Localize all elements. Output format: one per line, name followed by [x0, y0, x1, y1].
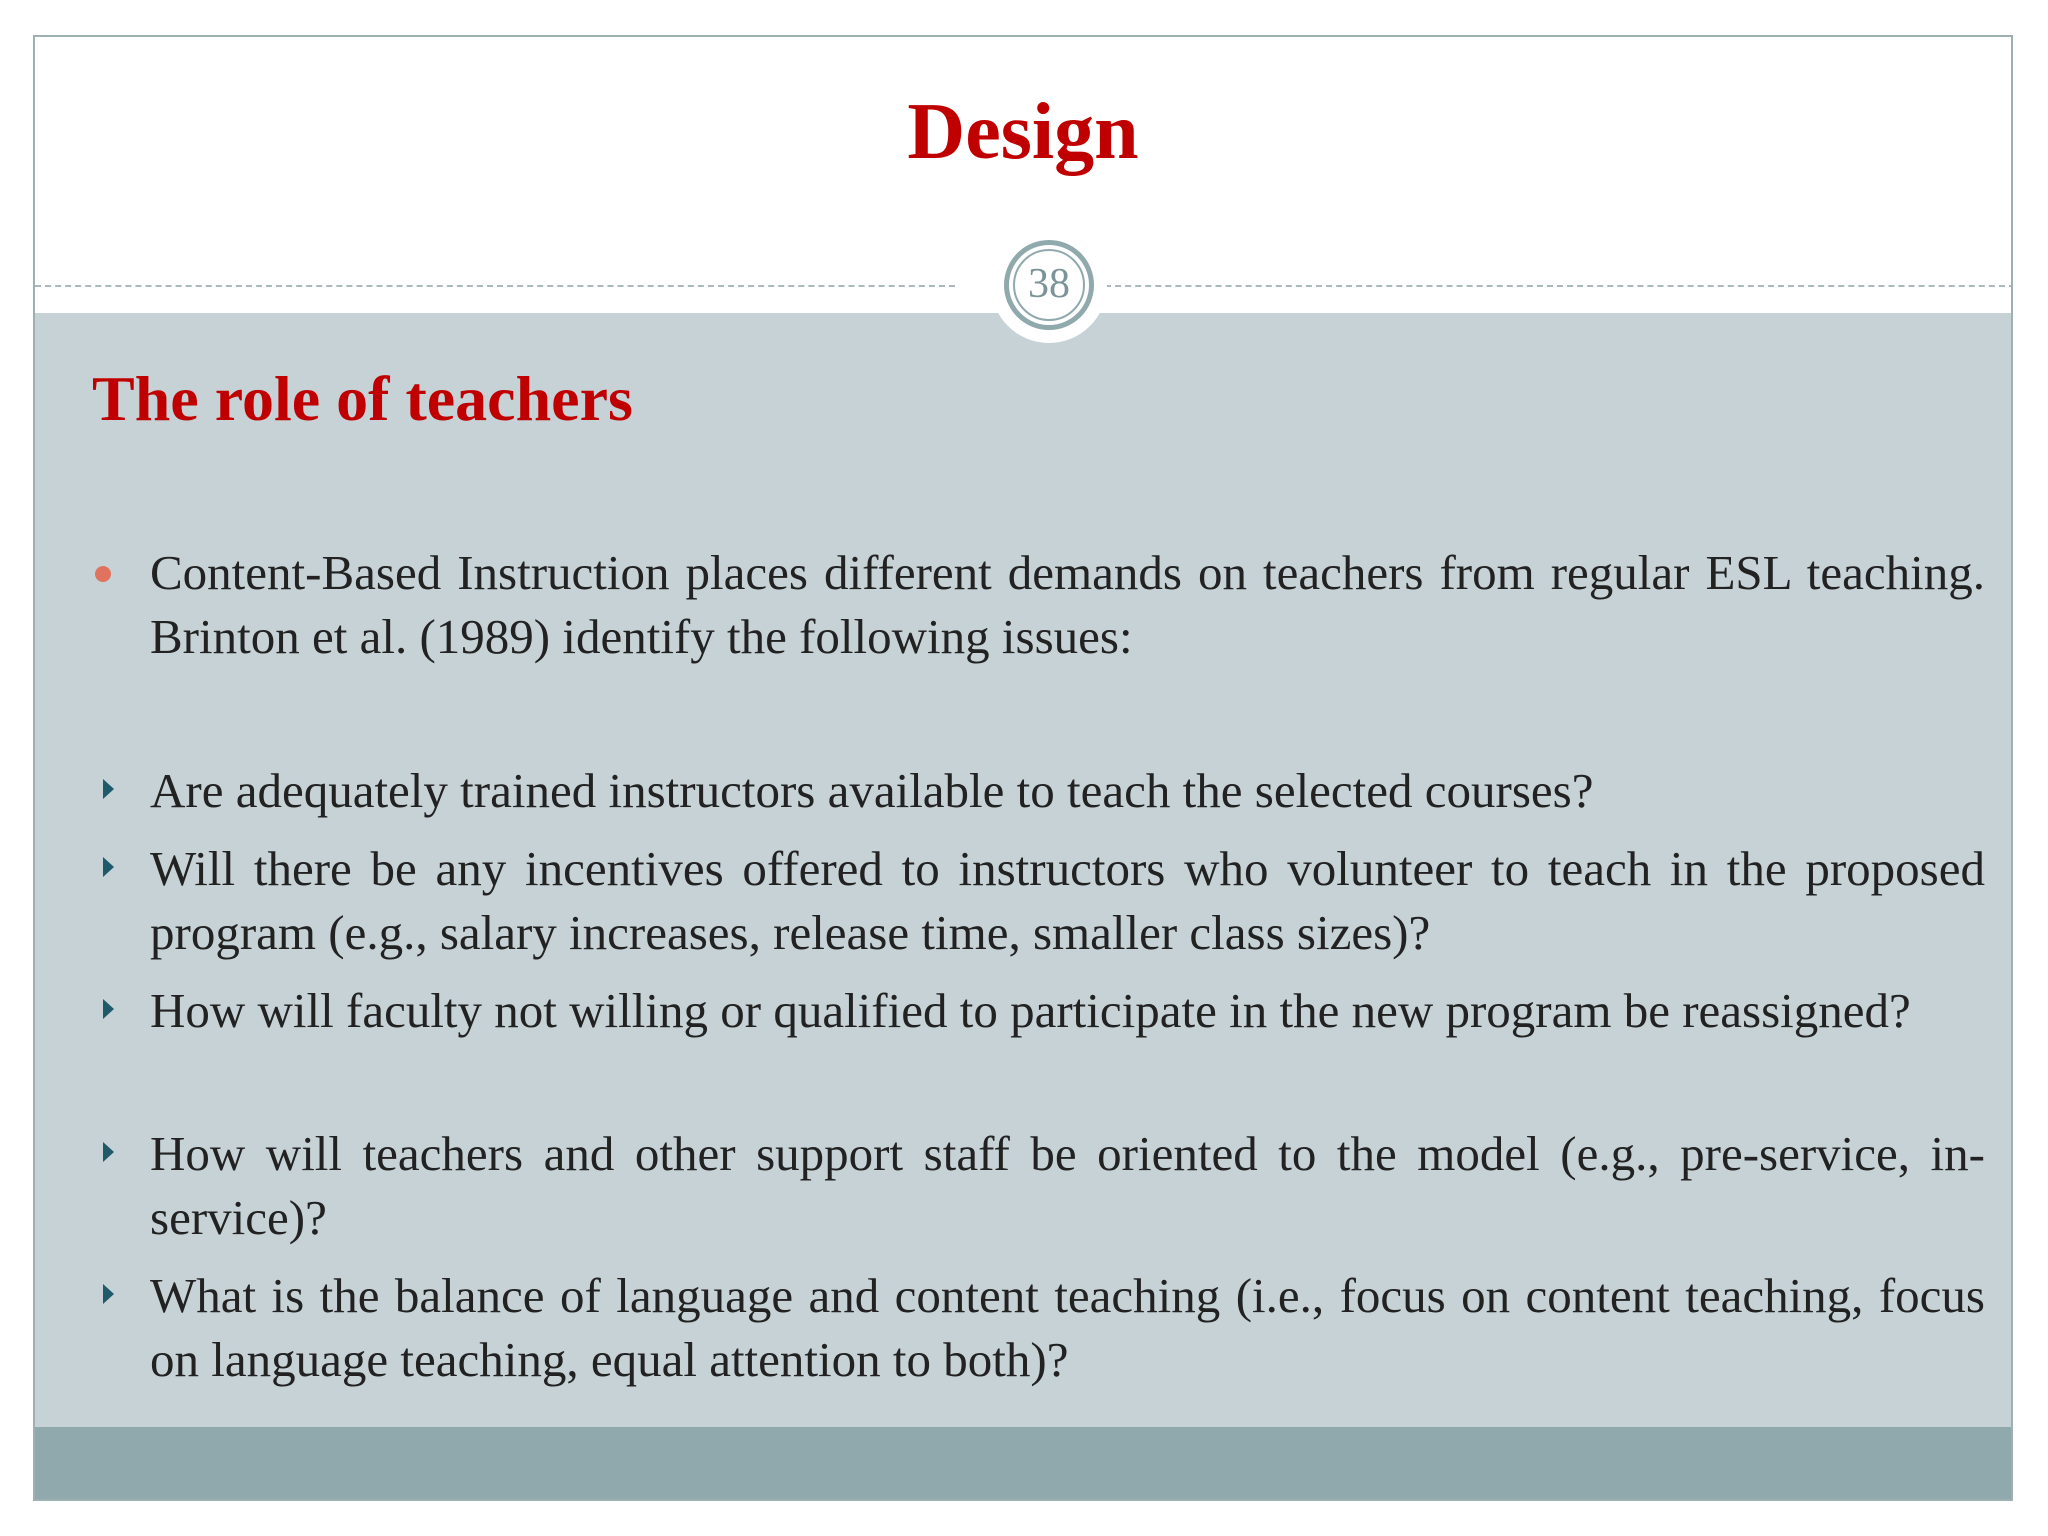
list-item: How will teachers and other support staff be oriented to the model (e.g., pre-service, in-service)?: [150, 1126, 1985, 1245]
triangle-bullet-icon: [103, 857, 114, 877]
triangle-bullet-icon: [103, 1142, 114, 1162]
list-item: Are adequately trained instructors available to teach the selected courses?: [150, 763, 1594, 818]
list-item: How will faculty not willing or qualified to participate in the new program be reassigned?: [150, 983, 1911, 1038]
slide-title: Design: [907, 88, 1139, 176]
triangle-bullet-icon: [103, 779, 114, 799]
page-number: 38: [1013, 249, 1085, 321]
footer-bar: [35, 1427, 2011, 1501]
header-divider-right: [1095, 285, 2013, 287]
page-number-ring: [1004, 240, 1094, 330]
intro-paragraph: Content-Based Instruction places different demands on teachers from regular ESL teaching. Brinton et al. (1989) identify the following issues:: [150, 545, 1985, 664]
list-item: What is the balance of language and content teaching (i.e., focus on content teaching, focus on language teaching, equal attention to both)?: [150, 1268, 1985, 1387]
slide: [33, 35, 2013, 1501]
section-heading: The role of teachers: [92, 363, 633, 434]
triangle-bullet-icon: [103, 1284, 114, 1304]
header-divider-left: [35, 285, 955, 287]
list-item: Will there be any incentives offered to instructors who volunteer to teach in the proposed program (e.g., salary increases, release time, smaller class sizes)?: [150, 841, 1985, 960]
page-number-badge: [991, 227, 1107, 343]
circle-bullet-icon: [95, 566, 111, 582]
triangle-bullet-icon: [103, 999, 114, 1019]
